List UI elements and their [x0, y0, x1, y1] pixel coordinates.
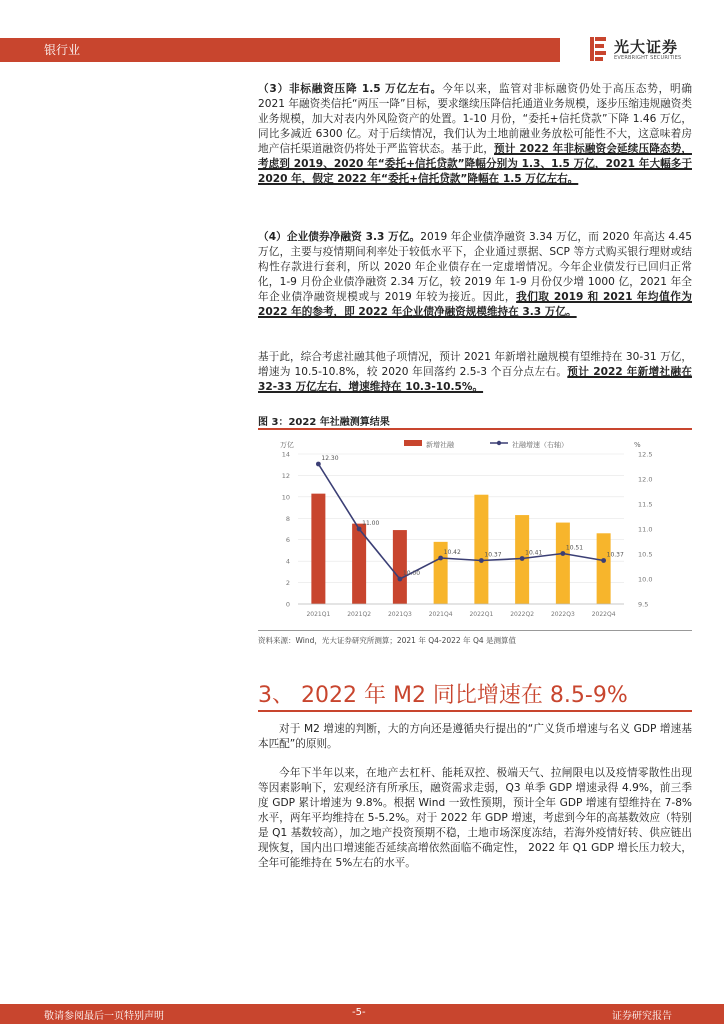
x-axis-tick-label: 2022Q3 — [550, 611, 575, 618]
left-axis-tick-label: 0 — [285, 600, 290, 609]
left-axis-tick-label: 4 — [285, 557, 290, 566]
growth-point-2021Q1 — [316, 462, 321, 467]
figure-title-rule — [258, 428, 692, 430]
x-axis-tick-label: 2021Q2 — [347, 611, 372, 618]
right-axis-tick-label: 12.5 — [638, 450, 653, 459]
bar-2021Q1 — [311, 494, 325, 604]
x-axis-tick-label: 2022Q1 — [469, 611, 494, 618]
paragraph-m2-principle — [258, 722, 692, 752]
right-axis-tick-label: 9.5 — [638, 600, 649, 609]
x-axis-tick-label: 2022Q4 — [591, 611, 616, 618]
left-axis-tick-label: 14 — [281, 450, 290, 459]
right-axis-tick-label: 11.0 — [638, 525, 653, 534]
figure-bottom-rule — [258, 630, 692, 631]
paragraph-highlight: 预计 2022 年非标融资会延续压降态势，考虑到 2019、2020 年“委托+信托贷款”降幅分别为 1.3、1.5 万亿，2021 年大幅多于 2020 年，假定 2022 年“委托+信托贷款”降幅在 1.5 万亿左右。 — [258, 143, 692, 185]
left-axis-tick-label: 10 — [281, 493, 290, 502]
growth-point-2021Q4 — [438, 556, 443, 561]
legend-bar-swatch — [404, 440, 422, 446]
growth-data-label: 10.37 — [484, 551, 502, 559]
logo-name: 光大证券 — [614, 38, 679, 56]
growth-point-2022Q4 — [601, 558, 606, 563]
chart-gridlines — [298, 454, 624, 604]
company-logo — [588, 36, 708, 66]
header-bar — [0, 38, 560, 62]
right-axis-tick-label: 10.5 — [638, 550, 653, 559]
x-axis-tick-label: 2021Q4 — [428, 611, 453, 618]
growth-data-label: 10.51 — [565, 544, 584, 552]
paragraph-highlight: 预计 2022 年新增社融在 32-33 万亿左右，增速维持在 10.3-10.5%。 — [258, 366, 692, 393]
growth-point-2022Q2 — [520, 556, 525, 561]
growth-point-2021Q3 — [397, 577, 402, 582]
bar-2022Q1 — [474, 495, 488, 604]
paragraph-text: 对于 M2 增速的判断，大的方向还是遵循央行提出的“广义货币增速与名义 GDP 增速基本匹配”的原则。 — [258, 723, 692, 750]
left-axis-tick-label: 2 — [285, 579, 290, 588]
growth-point-2022Q1 — [479, 558, 484, 563]
left-axis-tick-label: 6 — [285, 536, 290, 545]
bar-2021Q3 — [393, 530, 407, 604]
growth-data-label: 12.30 — [321, 455, 339, 462]
right-axis-tick-label: 11.5 — [638, 500, 653, 509]
legend-line-label: 社融增速（右轴） — [512, 441, 568, 449]
bar-2022Q4 — [597, 533, 611, 604]
paragraph-text: 基于此，综合考虑社融其他子项情况，预计 2021 年新增社融规模有望维持在 30-31 万亿，增速为 10.5-10.8%，较 2020 年回落约 2.5-3 个百分点左右。 — [258, 351, 692, 378]
paragraph-highlight: 我们取 2019 和 2021 年均值作为 2022 年的参考，即 2022 年企业债净融资规模维持在 3.3 万亿。 — [258, 291, 692, 318]
tsf-forecast-chart — [258, 432, 692, 628]
growth-data-label: 10.42 — [443, 549, 461, 556]
paragraph-text: 2019 年企业债净融资 3.34 万亿，而 2020 年高达 4.45 万亿，主要与疫情期间利率处于较低水平下，企业通过票据、SCP 等方式购买银行理财或结构性存款进行套利，所以 2020 年企业债存在一定虚增情况。今年企业债发行已回归正常化，1-9 月份企业债净融资 2.34 万亿，较 2019 年 1-9 月份仅少增 1000 亿，2021 年全年企业债净融资规模或与 2019 年较为接近。因此， — [258, 231, 692, 303]
paragraph-summary — [258, 350, 692, 395]
paragraph-text: 今年以来，监管对非标融资仍处于高压态势，明确 2021 年融资类信托“两压一降”目标，要求继续压降信托通道业务规模，逐步压缩违规融资类业务规模，加大对表内外风险资产的处置。1-10 月份，“委托+信托贷款”下降 1.46 万亿，同比多减近 6300 亿。对于后续情况，我们认为土地前融业务放松可能性不大，这意味着房地产信托渠道融资仍将处于严监管状态。基于此， — [258, 83, 692, 155]
paragraph-nonstandard-financing — [258, 82, 692, 187]
section-label: 银行业 — [44, 43, 81, 57]
growth-data-label: 10.00 — [402, 570, 421, 577]
right-axis-tick-label: 12.0 — [638, 475, 653, 484]
figure-title: 图 3：2022 年社融测算结果 — [258, 417, 390, 428]
page-number: -5- — [352, 1007, 366, 1018]
chart-legend — [404, 440, 568, 449]
bar-2022Q3 — [556, 523, 570, 604]
right-axis-unit: % — [634, 441, 641, 449]
left-axis-unit: 万亿 — [280, 441, 294, 449]
figure-source: 资料来源：Wind，光大证券研究所测算；2021 年 Q4-2022 年 Q4 是测算值 — [258, 636, 516, 645]
paragraph-text: 今年下半年以来，在地产去杠杆、能耗双控、极端天气、拉闸限电以及疫情零散性出现等因素影响下，宏观经济有所承压，融资需求走弱，Q3 单季 GDP 增速录得 4.9%，前三季度 GDP 累计增速为 9.8%。根据 Wind 一致性预期，预计全年 GDP 增速有望维持在 7-8%水平，两年平均维持在 5-5.2%。对于 2022 年 GDP 增速，考虑到今年的高基数效应（特别是 Q1 基数较高），加之地产投资预期不稳，土地市场深度冻结，若海外疫情好转、供应链出现恢复，国内出口增速能否延续高增依然面临不确定性， 2022 年 Q1 GDP 增长压力较大，全年可能维持在 5%左右的水平。 — [258, 767, 692, 869]
section-title-rule — [258, 710, 692, 712]
paragraph-gdp-outlook — [258, 766, 692, 871]
legend-line-marker — [497, 441, 501, 445]
logo-english-name: EVERBRIGHT SECURITIES — [614, 55, 682, 61]
growth-point-2021Q2 — [357, 527, 362, 532]
x-axis-tick-label: 2022Q2 — [510, 611, 535, 618]
right-axis-tick-label: 10.0 — [638, 575, 653, 584]
x-axis-tick-label: 2021Q3 — [387, 611, 412, 618]
paragraph-corporate-bonds — [258, 230, 692, 320]
section-title: 3、 2022 年 M2 同比增速在 8.5-9% — [258, 683, 628, 708]
x-axis-tick-label: 2021Q1 — [306, 611, 331, 618]
footer-disclaimer: 敬请参阅最后一页特别声明 — [44, 1011, 164, 1022]
legend-bar-label: 新增社融 — [426, 441, 454, 449]
footer-report-type: 证券研究报告 — [612, 1011, 672, 1022]
growth-data-label: 10.37 — [606, 551, 624, 559]
growth-data-label: 10.41 — [525, 549, 543, 557]
left-axis-tick-label: 8 — [285, 514, 290, 523]
logo-mark-icon — [588, 37, 608, 61]
left-axis-tick-label: 12 — [281, 471, 290, 480]
growth-data-label: 11.00 — [362, 520, 380, 527]
paragraph-heading: （4）企业债券净融资 3.3 万亿。 — [258, 231, 421, 243]
paragraph-heading: （3）非标融资压降 1.5 万亿左右。 — [258, 83, 443, 95]
growth-point-2022Q3 — [560, 551, 565, 556]
